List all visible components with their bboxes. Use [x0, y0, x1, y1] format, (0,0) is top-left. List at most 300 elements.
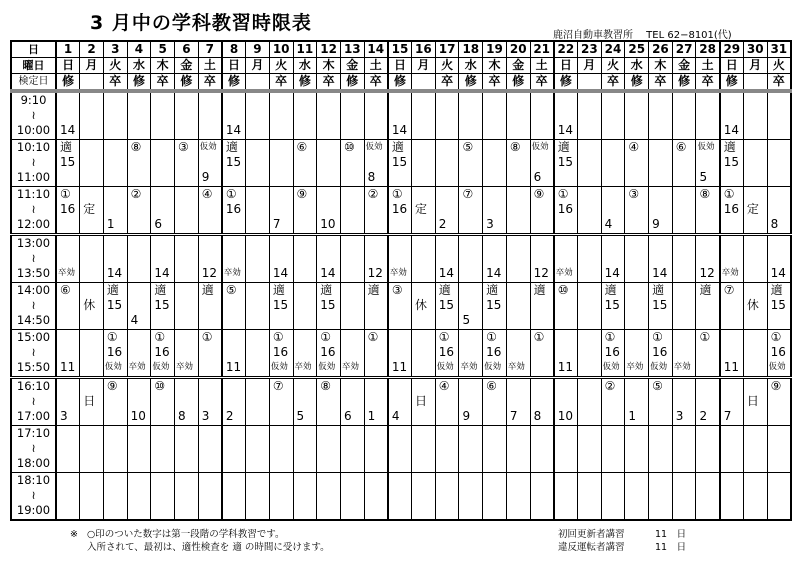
- note-line-2: 入所されて、最初は、適性検査を 適 の時間に受けます。: [87, 542, 330, 553]
- exam-type-cell: [577, 74, 601, 92]
- cell-line: [649, 473, 672, 488]
- cell-line: [389, 251, 411, 266]
- schedule-cell: [293, 330, 317, 378]
- cell-line: [341, 426, 364, 441]
- cell-line: [483, 170, 506, 185]
- cell-line: 定: [746, 202, 759, 216]
- cell-line: [317, 426, 340, 441]
- cell-line: 11: [225, 360, 242, 374]
- schedule-cell: [601, 235, 625, 283]
- cell-line: [341, 155, 364, 170]
- cell-line: [507, 426, 530, 441]
- cell-line: [80, 426, 103, 441]
- cell-line: [57, 345, 79, 360]
- schedule-cell: [56, 473, 80, 521]
- schedule-cell: [56, 378, 80, 426]
- cell-line: [768, 394, 790, 409]
- schedule-cell: [577, 426, 601, 473]
- cell-line: [412, 236, 435, 251]
- cell-line: [128, 456, 151, 471]
- cell-line: [294, 488, 317, 503]
- schedule-cell: [175, 473, 199, 521]
- exam-type-cell: 修: [340, 74, 364, 92]
- cell-line: [721, 394, 743, 409]
- schedule-cell: [222, 283, 246, 330]
- schedule-cell: [388, 91, 412, 140]
- cell-line: [317, 123, 340, 138]
- cell-line: [507, 155, 530, 170]
- cell-line: 仮効: [436, 362, 454, 372]
- schedule-cell: [506, 330, 530, 378]
- schedule-cell: [696, 473, 720, 521]
- schedule-cell: [554, 91, 578, 140]
- schedule-cell: [412, 283, 436, 330]
- schedule-cell: [767, 378, 791, 426]
- cell-line: [768, 155, 790, 170]
- schedule-cell: [435, 330, 459, 378]
- schedule-cell: [435, 426, 459, 473]
- cell-line: [696, 123, 718, 138]
- cell-line: [199, 473, 221, 488]
- schedule-cell: [672, 91, 696, 140]
- cell-line: ①: [770, 330, 782, 344]
- cell-line: [341, 345, 364, 360]
- cell-line: [365, 108, 387, 123]
- schedule-cell: [506, 140, 530, 187]
- cell-line: [412, 441, 435, 456]
- cell-line: [436, 236, 459, 251]
- schedule-cell: [269, 140, 293, 187]
- cell-line: 16: [723, 202, 739, 216]
- cell-line: [602, 140, 625, 155]
- schedule-cell: [222, 330, 246, 378]
- cell-line: 卒効: [721, 268, 739, 278]
- cell-line: 2: [699, 409, 708, 423]
- weekday-cell: 月: [246, 58, 270, 74]
- schedule-cell: [222, 235, 246, 283]
- schedule-cell: [459, 426, 483, 473]
- cell-line: [744, 123, 767, 138]
- schedule-cell: [364, 378, 388, 426]
- cell-line: [507, 298, 530, 313]
- cell-line: [151, 140, 174, 155]
- schedule-cell: [151, 378, 175, 426]
- cell-line: [602, 251, 625, 266]
- cell-line: 適: [201, 283, 214, 297]
- cell-line: [578, 473, 601, 488]
- cell-line: [768, 108, 790, 123]
- schedule-cell: [317, 426, 341, 473]
- schedule-cell: [696, 378, 720, 426]
- cell-line: [578, 298, 601, 313]
- cell-line: [341, 251, 364, 266]
- cell-line: 仮効: [199, 142, 217, 152]
- cell-line: [578, 187, 601, 202]
- cell-line: [721, 488, 743, 503]
- schedule-cell: [625, 235, 649, 283]
- cell-line: [696, 251, 718, 266]
- cell-line: [483, 409, 506, 424]
- cell-line: [578, 456, 601, 471]
- cell-line: ⑩: [154, 379, 166, 393]
- period-row: [11, 426, 791, 473]
- cell-line: [768, 503, 790, 518]
- cell-line: [436, 313, 459, 328]
- weekday-cell: 火: [269, 58, 293, 74]
- cell-line: [459, 503, 482, 518]
- cell-line: [507, 251, 530, 266]
- note-line-1: ○印のついた数字は第一段階の学科教習です。: [87, 529, 285, 540]
- cell-line: 適: [652, 283, 665, 297]
- weekday-cell: 月: [80, 58, 104, 74]
- exam-type-cell: 卒: [530, 74, 554, 92]
- cell-line: 卒効: [128, 362, 146, 372]
- cell-line: ①: [106, 330, 118, 344]
- cell-line: [507, 488, 530, 503]
- cell-line: [294, 283, 317, 298]
- schedule-cell: [483, 283, 507, 330]
- cell-line: [57, 251, 79, 266]
- schedule-cell: [720, 283, 744, 330]
- cell-line: [365, 123, 387, 138]
- cell-line: [625, 330, 648, 345]
- exam-type-cell: 卒: [151, 74, 175, 92]
- cell-line: [649, 251, 672, 266]
- cell-line: [80, 93, 103, 108]
- cell-line: [721, 251, 743, 266]
- period-row: [11, 235, 791, 283]
- cell-line: 15: [723, 155, 739, 169]
- cell-line: [744, 155, 767, 170]
- schedule-cell: [696, 426, 720, 473]
- cell-line: [436, 488, 459, 503]
- cell-line: [294, 473, 317, 488]
- cell-line: 16: [770, 345, 786, 359]
- cell-line: [128, 236, 151, 251]
- cell-line: ⑦: [723, 283, 735, 297]
- cell-line: [128, 108, 151, 123]
- cell-line: ①: [320, 330, 331, 344]
- cell-line: [294, 345, 317, 360]
- weekday-cell: 日: [56, 58, 80, 74]
- cell-line: [744, 140, 767, 155]
- cell-line: [531, 298, 553, 313]
- cell-line: [128, 330, 151, 345]
- cell-line: [412, 426, 435, 441]
- cell-line: [412, 123, 435, 138]
- schedule-cell: [530, 426, 554, 473]
- schedule-cell: [269, 378, 293, 426]
- schedule-cell: [530, 378, 554, 426]
- schedule-cell: [269, 235, 293, 283]
- cell-line: [744, 426, 767, 441]
- schedule-cell: [554, 140, 578, 187]
- schedule-cell: [483, 426, 507, 473]
- schedule-cell: [483, 187, 507, 235]
- cell-line: [673, 473, 696, 488]
- schedule-cell: [767, 426, 791, 473]
- cell-line: [80, 155, 103, 170]
- cell-line: [602, 187, 625, 202]
- cell-line: [294, 313, 317, 328]
- cell-line: 15: [770, 298, 786, 312]
- cell-line: ④: [438, 379, 450, 393]
- schedule-cell: [175, 187, 199, 235]
- cell-line: [696, 217, 718, 232]
- day-number-cell: 12: [317, 41, 341, 58]
- cell-line: [80, 379, 103, 394]
- cell-line: [744, 187, 767, 202]
- cell-line: [768, 488, 790, 503]
- schedule-cell: [127, 187, 151, 235]
- cell-line: [365, 298, 387, 313]
- cell-line: [507, 345, 530, 360]
- cell-line: 10: [557, 409, 574, 423]
- schedule-cell: [601, 426, 625, 473]
- schedule-cell: [80, 140, 104, 187]
- cell-line: [365, 394, 387, 409]
- cell-line: [270, 155, 293, 170]
- cell-line: [436, 93, 459, 108]
- cell-line: [246, 236, 269, 251]
- schedule-cell: [198, 283, 222, 330]
- cell-line: [483, 108, 506, 123]
- cell-line: ④: [201, 187, 213, 201]
- cell-line: [80, 473, 103, 488]
- schedule-cell: [412, 187, 436, 235]
- schedule-cell: [577, 283, 601, 330]
- cell-line: [80, 187, 103, 202]
- schedule-cell: [151, 426, 175, 473]
- day-number-cell: 25: [625, 41, 649, 58]
- time-label: 15:50: [16, 360, 51, 374]
- cell-line: [389, 170, 411, 185]
- cell-line: [317, 93, 340, 108]
- cell-line: [696, 313, 718, 328]
- cell-line: [175, 345, 198, 360]
- time-label: 17:00: [16, 409, 51, 423]
- cell-line: [80, 360, 103, 375]
- cell-line: [649, 426, 672, 441]
- exam-type-cell: 卒: [103, 74, 127, 92]
- schedule-cell: [530, 91, 554, 140]
- cell-line: 3: [486, 217, 494, 231]
- organization-contact: 鹿沼自動車教習所 TEL 62−8101(代): [553, 30, 732, 41]
- schedule-cell: [601, 187, 625, 235]
- cell-line: [246, 441, 269, 456]
- cell-line: [531, 155, 553, 170]
- cell-line: [365, 441, 387, 456]
- cell-line: [507, 187, 530, 202]
- cell-line: [555, 379, 577, 394]
- cell-line: [57, 330, 79, 345]
- cell-line: [128, 473, 151, 488]
- cell-line: [578, 236, 601, 251]
- cell-line: [341, 283, 364, 298]
- cell-line: [317, 187, 340, 202]
- cell-line: 14: [652, 266, 668, 280]
- cell-line: [365, 313, 387, 328]
- cell-line: 適: [272, 283, 285, 297]
- cell-line: [80, 283, 103, 298]
- schedule-cell: [56, 330, 80, 378]
- cell-line: ③: [628, 187, 640, 201]
- cell-line: [104, 456, 127, 471]
- schedule-cell: [317, 378, 341, 426]
- schedule-cell: [672, 330, 696, 378]
- schedule-cell: [388, 235, 412, 283]
- cell-line: [199, 155, 221, 170]
- schedule-cell: [246, 187, 270, 235]
- cell-line: [128, 298, 151, 313]
- cell-line: [673, 202, 696, 217]
- cell-line: [341, 202, 364, 217]
- cell-line: [223, 394, 245, 409]
- cell-line: [175, 298, 198, 313]
- day-number-cell: 24: [601, 41, 625, 58]
- cell-line: [389, 313, 411, 328]
- schedule-cell: [80, 235, 104, 283]
- schedule-cell: [412, 91, 436, 140]
- schedule-cell: [103, 283, 127, 330]
- cell-line: [270, 202, 293, 217]
- cell-line: [199, 345, 221, 360]
- cell-line: [696, 236, 718, 251]
- cell-line: [80, 503, 103, 518]
- period-time: [11, 283, 56, 330]
- cell-line: 6: [343, 409, 352, 423]
- cell-line: [365, 488, 387, 503]
- schedule-cell: [246, 235, 270, 283]
- cell-line: [531, 503, 553, 518]
- schedule-cell: [175, 330, 199, 378]
- time-label: ≀: [31, 108, 36, 122]
- schedule-cell: [103, 235, 127, 283]
- cell-line: 11: [723, 360, 739, 374]
- schedule-cell: [80, 283, 104, 330]
- schedule-cell: [459, 140, 483, 187]
- cell-line: [721, 426, 743, 441]
- cell-line: 適: [320, 283, 333, 297]
- period-row: [11, 187, 791, 235]
- schedule-cell: [577, 187, 601, 235]
- cell-line: 16: [272, 345, 289, 359]
- cell-line: [294, 217, 317, 232]
- schedule-cell: [412, 330, 436, 378]
- weekday-cell: 日: [388, 58, 412, 74]
- schedule-cell: [483, 473, 507, 521]
- cell-line: [412, 170, 435, 185]
- cell-line: [673, 379, 696, 394]
- cell-line: [246, 330, 269, 345]
- cell-line: ⑧: [509, 140, 521, 154]
- cell-line: [199, 108, 221, 123]
- period-row: [11, 140, 791, 187]
- day-number-cell: 6: [175, 41, 199, 58]
- cell-line: [341, 441, 364, 456]
- day-number-cell: 17: [435, 41, 459, 58]
- cell-line: [246, 108, 269, 123]
- day-number-cell: 26: [649, 41, 673, 58]
- cell-line: 11: [60, 360, 76, 374]
- cell-line: [625, 345, 648, 360]
- schedule-cell: [103, 330, 127, 378]
- cell-line: [104, 426, 127, 441]
- day-number-cell: 30: [743, 41, 767, 58]
- time-label: 11:00: [16, 170, 51, 184]
- cell-line: 日: [746, 394, 759, 408]
- cell-line: [341, 473, 364, 488]
- cell-line: 8: [178, 409, 186, 423]
- period-time: [11, 140, 56, 187]
- cell-line: [341, 217, 364, 232]
- weekday-cell: 水: [625, 58, 649, 74]
- schedule-cell: [672, 187, 696, 235]
- weekday-header: 曜日: [11, 58, 56, 74]
- schedule-cell: [198, 330, 222, 378]
- cell-line: 15: [60, 155, 76, 169]
- cell-line: [412, 108, 435, 123]
- cell-line: [578, 426, 601, 441]
- cell-line: ⑨: [296, 187, 308, 201]
- cell-line: ⑨: [106, 379, 118, 393]
- cell-line: 5: [296, 409, 305, 423]
- cell-line: [436, 202, 459, 217]
- cell-line: ②: [367, 187, 379, 201]
- day-number-cell: 2: [80, 41, 104, 58]
- cell-line: [128, 379, 151, 394]
- schedule-cell: [554, 426, 578, 473]
- day-number-cell: 22: [554, 41, 578, 58]
- schedule-cell: [459, 473, 483, 521]
- weekday-cell: 火: [767, 58, 791, 74]
- cell-line: [294, 503, 317, 518]
- cell-line: [80, 409, 103, 424]
- cell-line: [246, 394, 269, 409]
- cell-line: 12: [533, 266, 549, 280]
- weekday-cell: 木: [317, 58, 341, 74]
- cell-line: [175, 155, 198, 170]
- cell-line: [578, 503, 601, 518]
- cell-line: [555, 298, 577, 313]
- schedule-cell: [554, 235, 578, 283]
- cell-line: [531, 456, 553, 471]
- cell-line: [389, 441, 411, 456]
- cell-line: 14: [391, 123, 408, 137]
- cell-line: [696, 155, 718, 170]
- schedule-cell: [625, 140, 649, 187]
- weekday-cell: 日: [720, 58, 744, 74]
- cell-line: 14: [106, 266, 123, 280]
- cell-line: [578, 441, 601, 456]
- schedule-cell: [246, 91, 270, 140]
- cell-line: [483, 456, 506, 471]
- cell-line: [389, 93, 411, 108]
- cell-line: [80, 236, 103, 251]
- cell-line: 2: [225, 409, 234, 423]
- cell-line: 10: [130, 409, 146, 423]
- cell-line: [317, 441, 340, 456]
- cell-line: [57, 236, 79, 251]
- cell-line: 14: [272, 266, 289, 280]
- weekday-cell: 土: [364, 58, 388, 74]
- cell-line: 14: [486, 266, 502, 280]
- schedule-cell: [601, 91, 625, 140]
- schedule-cell: [672, 283, 696, 330]
- cell-line: [294, 266, 317, 281]
- cell-line: [175, 108, 198, 123]
- cell-line: [436, 394, 459, 409]
